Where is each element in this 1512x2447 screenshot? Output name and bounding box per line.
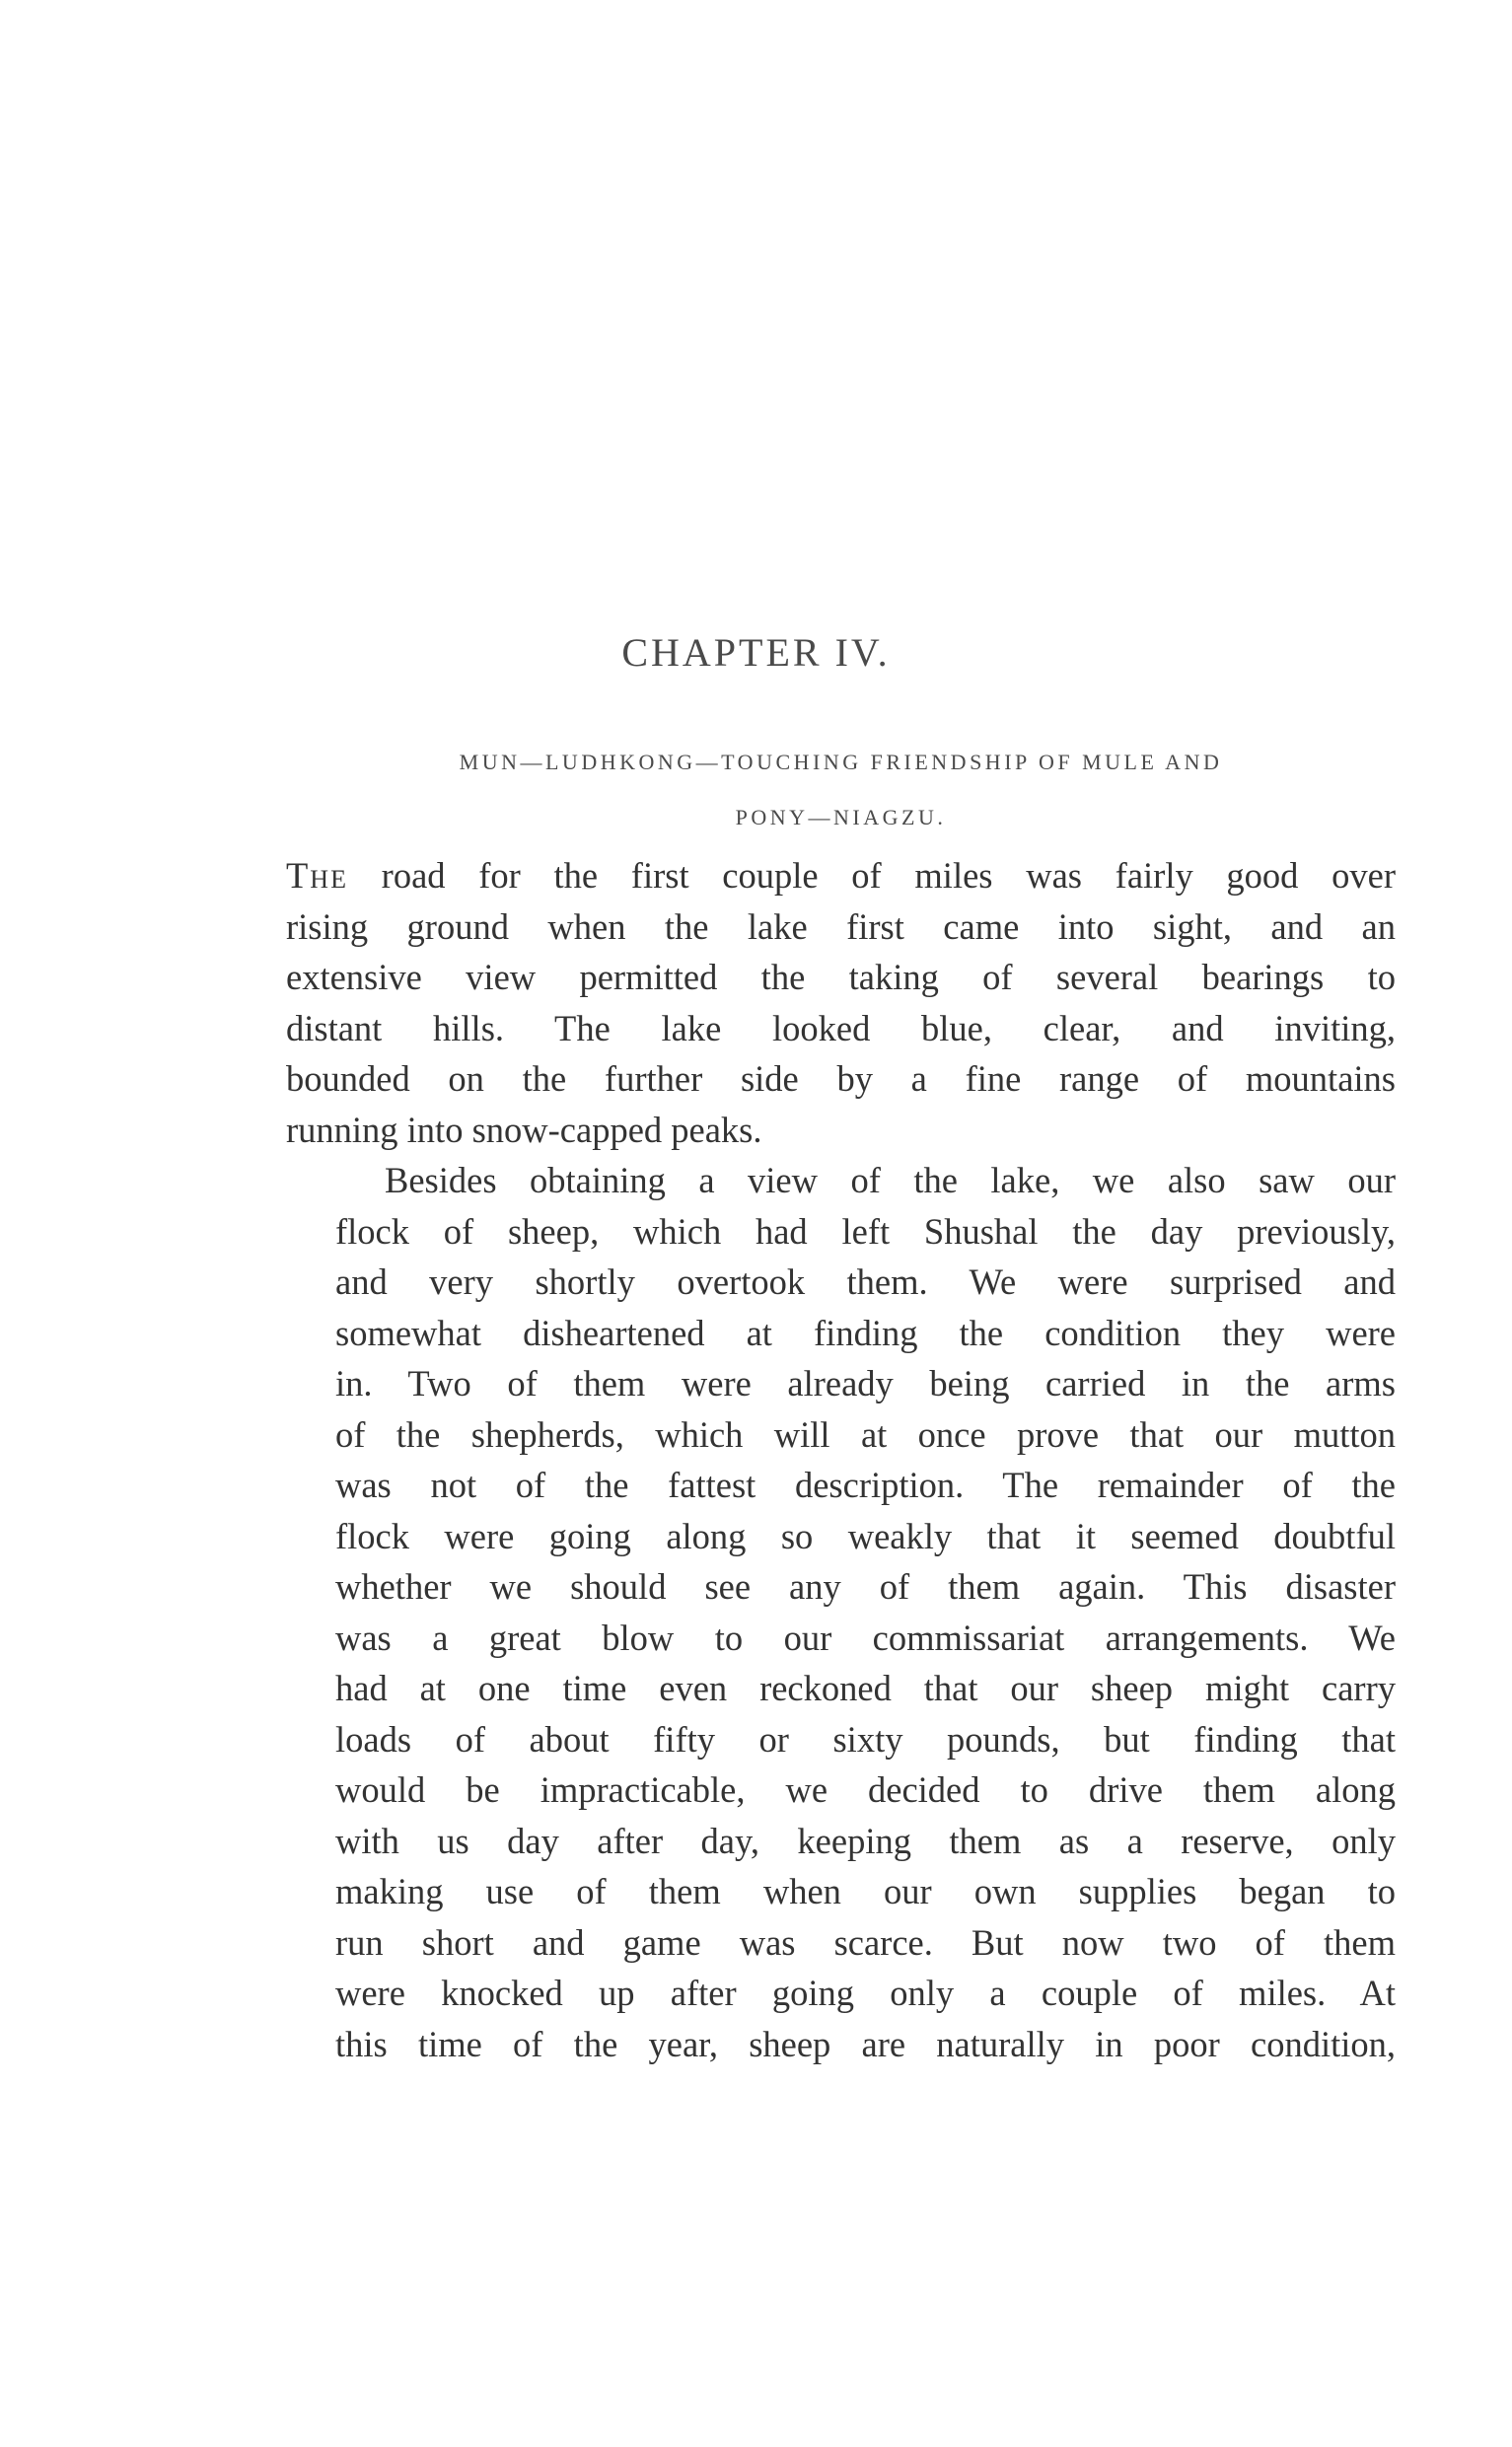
text-line: extensive view permitted the taking of several bearings to bbox=[286, 957, 1396, 997]
text-line: would be impracticable, we decided to drive them along bbox=[335, 1769, 1396, 1810]
text-line: loads of about fifty or sixty pounds, but finding that bbox=[335, 1718, 1396, 1760]
text-line: flock of sheep, which had left Shushal the day previously, bbox=[335, 1210, 1396, 1252]
text-line: was a great blow to our commissariat arrangements. We bbox=[335, 1617, 1396, 1658]
text-line: whether we should see any of them again. This disaster bbox=[335, 1566, 1396, 1607]
text-line: of the shepherds, which will at once prove that our mutton bbox=[335, 1413, 1396, 1455]
text-line: with us day after day, keeping them as a reserve, only bbox=[335, 1820, 1396, 1861]
text-line: had at one time even reckoned that our sheep might carry bbox=[335, 1668, 1396, 1708]
text-line: was not of the fattest description. The remainder of the bbox=[335, 1465, 1396, 1505]
paragraph-1 bbox=[286, 850, 1396, 1155]
text-line: bounded on the further side by a fine range of mountains bbox=[286, 1058, 1396, 1099]
text-line: were knocked up after going only a couple of miles. At bbox=[335, 1973, 1396, 2013]
text-line: rising ground when the lake first came into sight, and an bbox=[286, 905, 1396, 947]
text-line: and very shortly overtook them. We were surprised and bbox=[335, 1261, 1396, 1302]
text-line: running into snow-capped peaks. bbox=[286, 1109, 762, 1150]
text-line: run short and game was scarce. But now two of them bbox=[335, 1921, 1396, 1963]
text-line: making use of them when our own supplies began to bbox=[335, 1871, 1396, 1911]
chapter-summary bbox=[286, 735, 1396, 845]
text-line: somewhat disheartened at finding the condition they were bbox=[335, 1312, 1396, 1353]
text-line: this time of the year, sheep are naturally in poor condition, bbox=[335, 2023, 1396, 2064]
text-line: flock were going along so weakly that it seemed doubtful bbox=[335, 1515, 1396, 1556]
text-line: distant hills. The lake looked blue, clear, and inviting, bbox=[286, 1007, 1396, 1048]
text-line: Besides obtaining a view of the lake, we also saw our bbox=[385, 1160, 1396, 1200]
text-line: in. Two of them were already being carried in the arms bbox=[335, 1363, 1396, 1403]
text-line: The road for the first couple of miles was fairly good over bbox=[286, 855, 1396, 896]
chapter-summary-line: MUN—LUDHKONG—TOUCHING FRIENDSHIP OF MULE AND bbox=[459, 750, 1223, 774]
paragraph-2 bbox=[286, 1155, 1396, 2069]
chapter-title: CHAPTER IV. bbox=[621, 630, 891, 675]
body-text bbox=[286, 850, 1396, 2069]
chapter-summary-line: PONY—NIAGZU. bbox=[735, 805, 947, 829]
drop-lead-word: The bbox=[286, 855, 348, 896]
